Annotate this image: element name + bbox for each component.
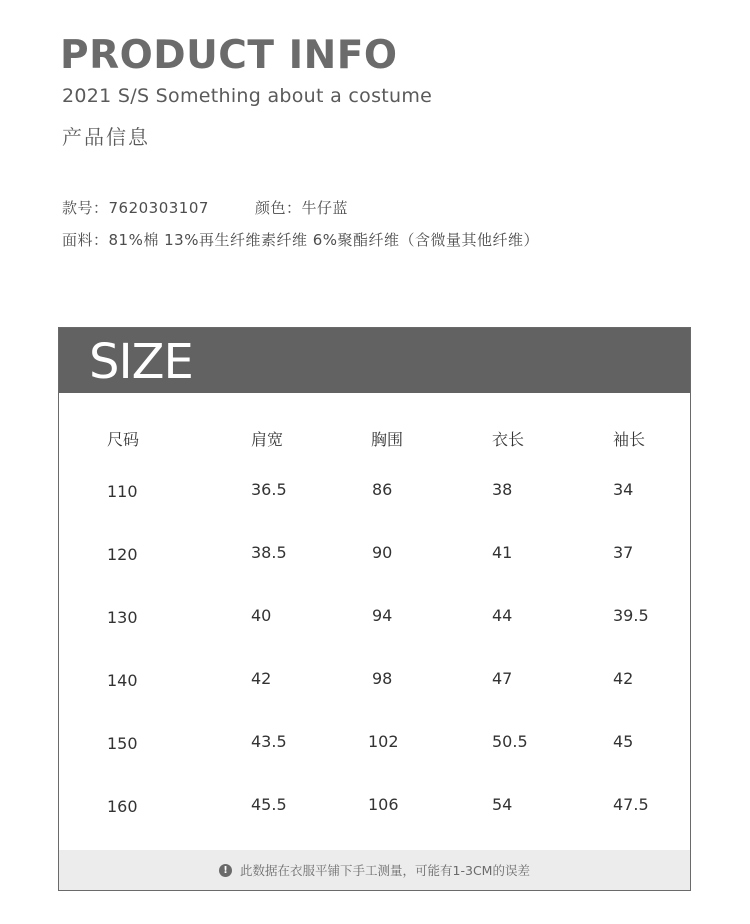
table-cell: 43.5 [251,732,287,751]
table-cell: 45.5 [251,795,287,814]
table-cell: 98 [372,669,393,688]
page-title: PRODUCT INFO [60,33,398,78]
page-subtitle-cn: 产品信息 [62,125,150,149]
style-number: 款号：7620303107 [62,199,209,217]
table-cell: 37 [613,543,634,562]
table-cell: 47 [492,669,513,688]
table-cell: 47.5 [613,795,649,814]
measurement-note-bar [59,850,690,890]
table-cell: 38 [492,480,513,499]
table-cell: 110 [107,482,138,501]
table-cell: 34 [613,480,634,499]
table-cell: 42 [613,669,634,688]
column-header-size: 尺码 [107,430,140,449]
table-cell: 44 [492,606,513,625]
table-cell: 38.5 [251,543,287,562]
size-table-header [59,328,690,393]
material-info: 面料：81%棉 13%再生纤维素纤维 6%聚酯纤维（含微量其他纤维） [62,231,540,249]
table-cell: 36.5 [251,480,287,499]
info-line-style-color [62,197,348,218]
size-table-title: SIZE [89,334,193,390]
size-table-card [58,327,691,891]
table-cell: 54 [492,795,513,814]
table-cell: 102 [368,732,399,751]
column-header-chest: 胸围 [371,430,404,449]
table-cell: 40 [251,606,272,625]
table-cell: 160 [107,797,138,816]
table-cell: 39.5 [613,606,649,625]
exclamation-icon: ! [219,864,232,877]
table-cell: 42 [251,669,272,688]
table-cell: 106 [368,795,399,814]
table-cell: 140 [107,671,138,690]
column-header-length: 衣长 [492,430,525,449]
color-info: 颜色：牛仔蓝 [254,199,348,217]
table-cell: 130 [107,608,138,627]
table-cell: 86 [372,480,393,499]
column-header-shoulder: 肩宽 [251,430,284,449]
table-cell: 94 [372,606,393,625]
page-subtitle: 2021 S/S Something about a costume [62,85,433,107]
table-cell: 120 [107,545,138,564]
table-cell: 41 [492,543,513,562]
table-cell: 150 [107,734,138,753]
table-cell: 90 [372,543,393,562]
table-cell: 50.5 [492,732,528,751]
table-cell: 45 [613,732,634,751]
column-header-sleeve: 袖长 [613,430,646,449]
measurement-note: 此数据在衣服平铺下手工测量，可能有1-3CM的误差 [240,863,530,878]
